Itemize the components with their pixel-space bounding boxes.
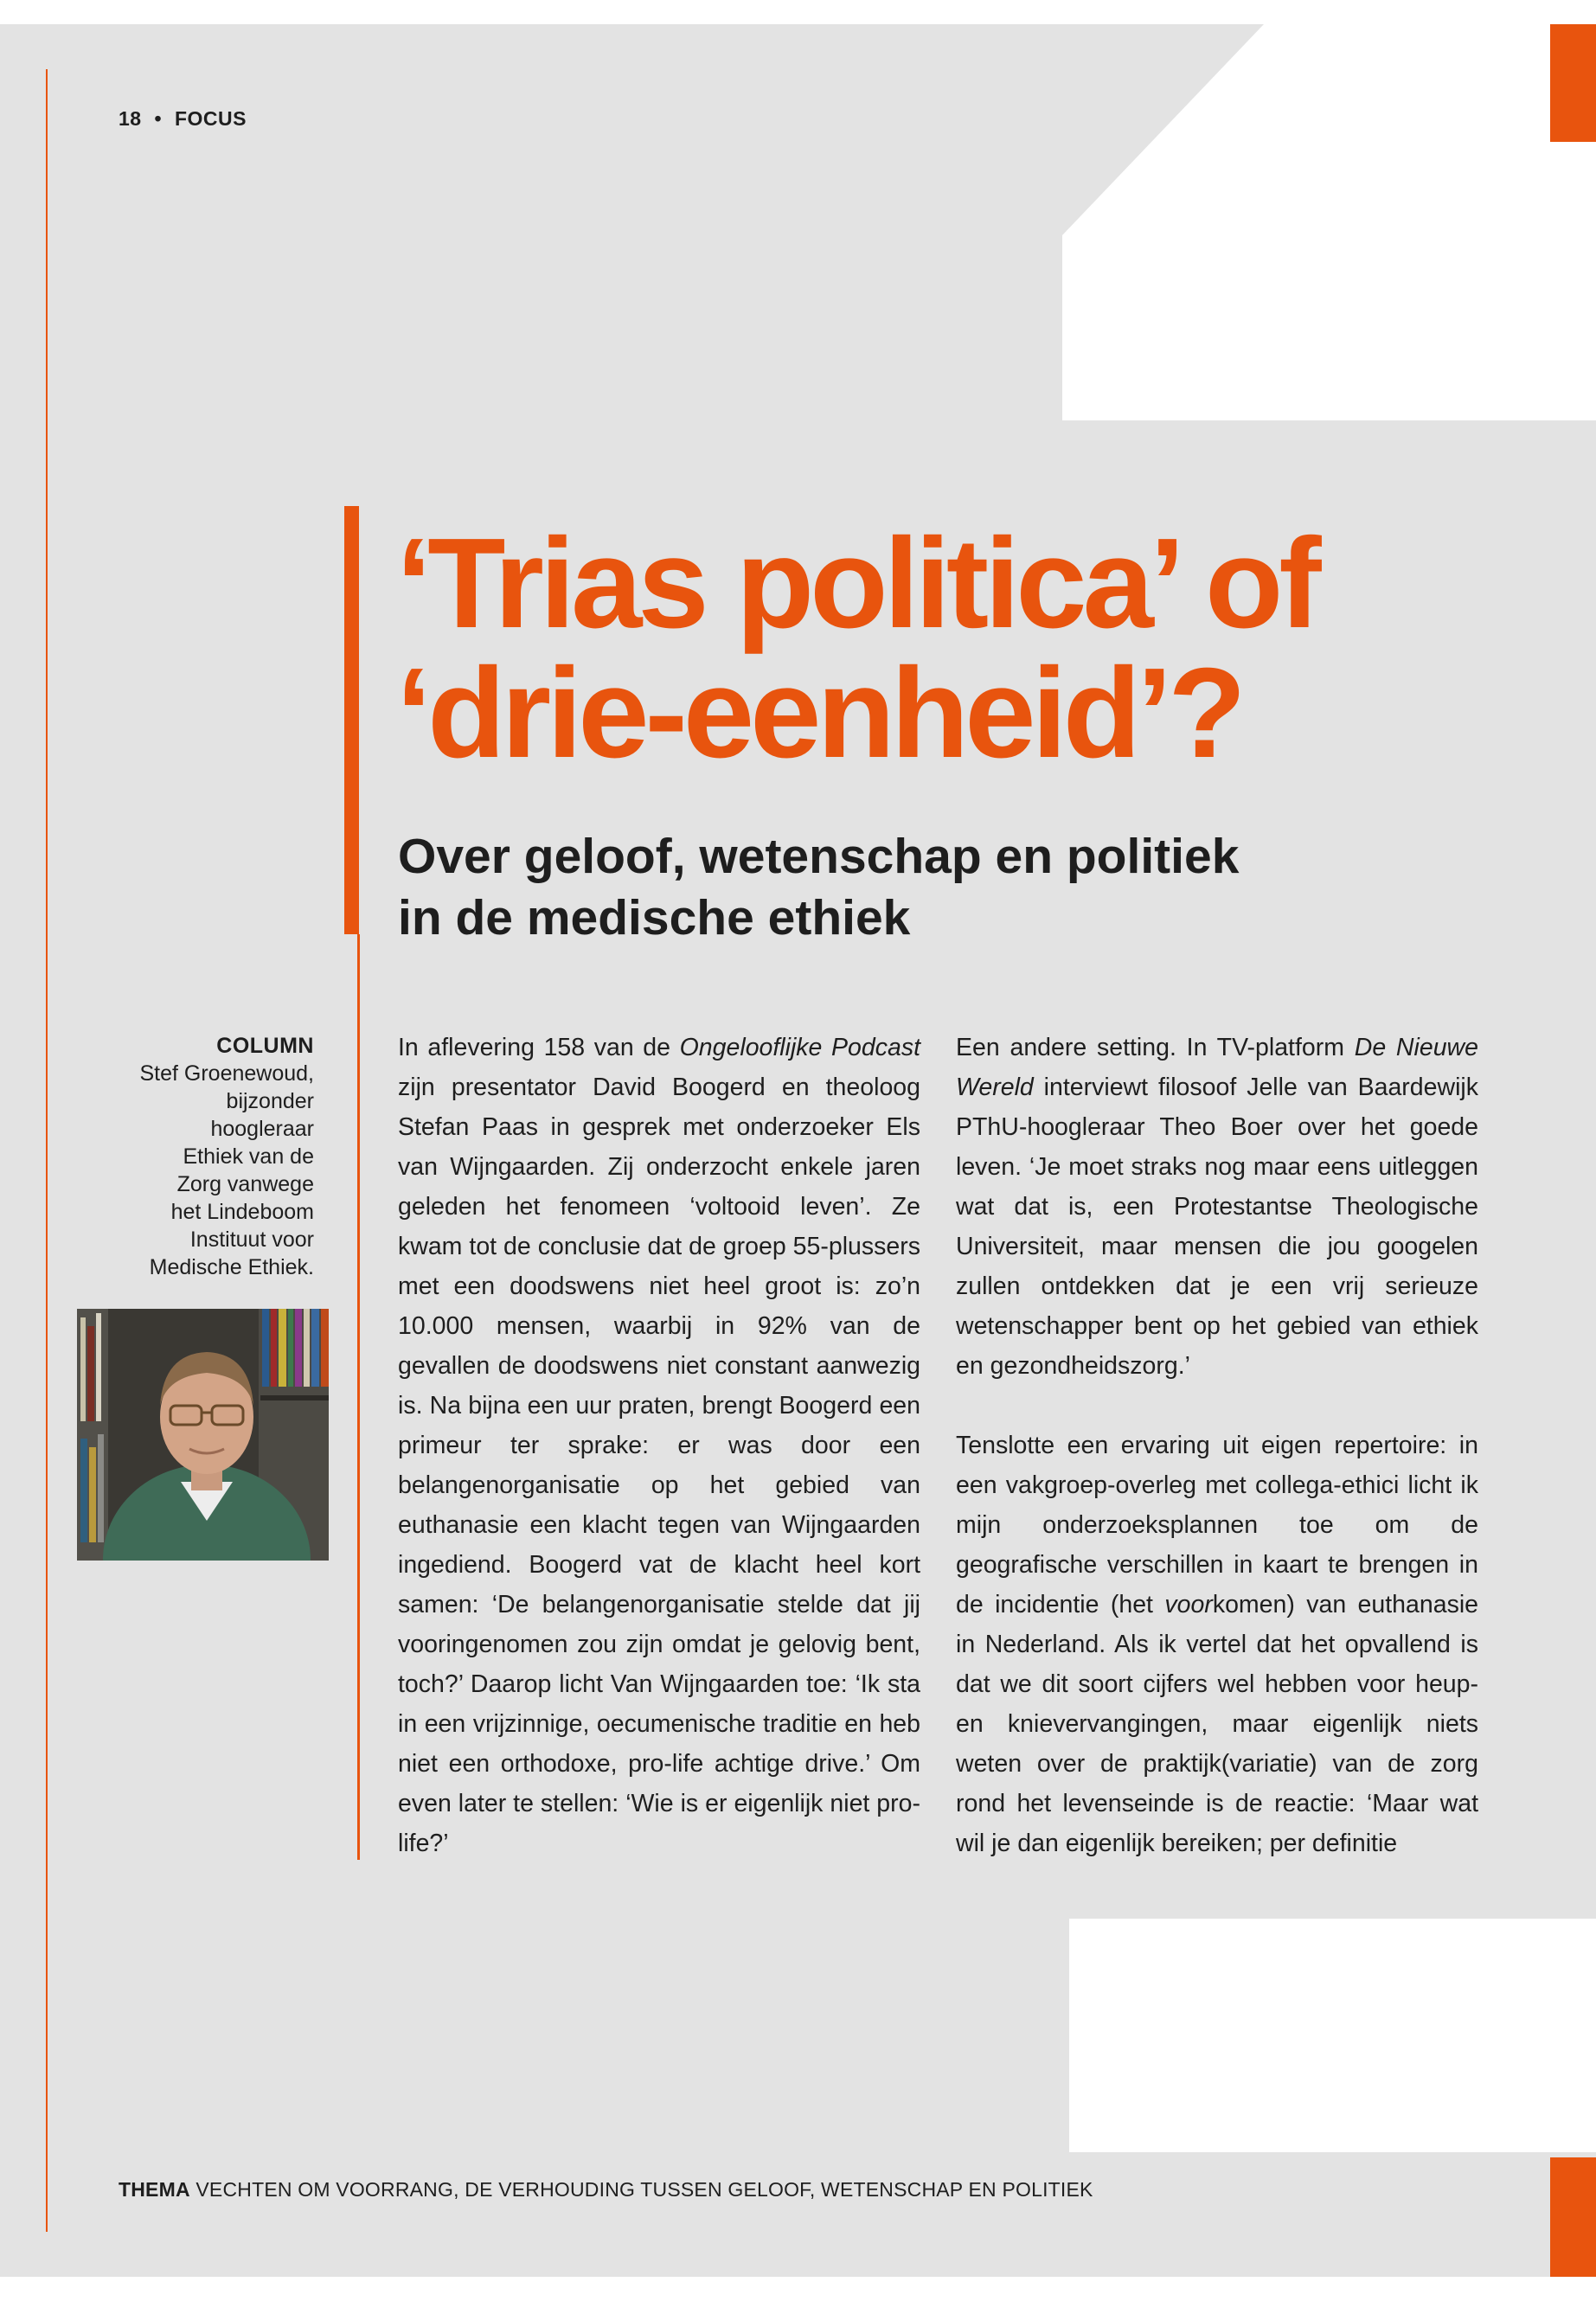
byline-line: Zorg vanwege xyxy=(176,1172,314,1196)
white-corner-shape xyxy=(1062,24,1596,420)
column-label: COLUMN xyxy=(216,1034,314,1058)
text-run: Tenslotte een ervaring uit eigen repertoire: in een vakgroep-overleg met collega-ethici licht ik mijn onderzoeksplannen toe om de geografische verschillen in kaart te brengen in de incidentie (het xyxy=(956,1432,1478,1618)
byline-line: bijzonder xyxy=(226,1089,314,1113)
subtitle-line-2: in de medische ethiek xyxy=(398,890,911,945)
footer-text: VECHTEN OM VOORRANG, DE VERHOUDING TUSSEN GELOOF, WETENSCHAP EN POLITIEK xyxy=(189,2178,1093,2201)
text-run: In aflevering 158 van de xyxy=(398,1034,680,1061)
body-column-right xyxy=(956,1028,1478,1903)
column-rule xyxy=(357,934,360,1860)
section-name: FOCUS xyxy=(174,107,247,130)
page-number: 18 xyxy=(119,107,142,130)
byline-line: het Lindeboom xyxy=(170,1200,314,1224)
text-run: komen) van euthanasie in Nederland. Als ik vertel dat het opvallend is dat we dit soort cijfers wel hebben voor heup- en knievervangingen, maar eigenlijk niets weten over de praktijk(variatie) van de zorg rond het levenseinde is de reactie: ‘Maar wat wil je dan eigenlijk bereiken; per definitie xyxy=(956,1591,1478,1857)
separator-dot: • xyxy=(154,107,163,130)
platform-title: De Nieuwe Wereld xyxy=(956,1034,1478,1101)
subtitle-line-1: Over geloof, wetenschap en politiek xyxy=(398,829,1240,884)
author-byline xyxy=(89,1032,314,1281)
paragraph xyxy=(956,1426,1478,1863)
footer-label: THEMA xyxy=(119,2178,190,2201)
title-line-1: ‘Trias politica’ of xyxy=(396,512,1317,655)
paragraph xyxy=(398,1028,920,1863)
running-head xyxy=(119,107,247,131)
article-subtitle xyxy=(398,826,1239,949)
podcast-title: Ongelooflijke Podcast xyxy=(679,1034,921,1061)
article-title xyxy=(396,512,1317,785)
left-margin-rule xyxy=(46,69,48,2232)
white-block-bottom xyxy=(1069,1919,1596,2152)
paragraph xyxy=(956,1028,1478,1386)
text-run: zijn presentator David Boogerd en theoloog Stefan Paas in gesprek met onderzoeker Els van Wijngaarden. Zij onderzocht enkele jaren geleden het fenomeen ‘voltooid leven’. Ze kwam tot de conclusie dat de groep 55-plussers met een doodswens niet heel groot is: zo’n 10.000 mensen, waarbij in 92% van de gevallen de doodswens niet constant aanwezig is. Na bijna een uur praten, brengt Boogerd een primeur ter sprake: er was door een belangenorganisatie op het gebied van euthanasie een klacht tegen van Wijngaarden ingediend. Boogerd vat de klacht heel kort samen: ‘De belangenorganisatie stelde dat jij vooringenomen zou zijn omdat je gelovig bent, toch?’ Daarop licht Van Wijngaarden toe: ‘Ik sta in een vrijzinnige, oecumenische traditie en heb niet een orthodoxe, pro-life achtige drive.’ Om even later te stellen: ‘Wie is er eigenlijk niet pro-life?’ xyxy=(398,1074,920,1857)
byline-line: Ethiek van de xyxy=(183,1144,314,1169)
author-portrait xyxy=(77,1309,329,1561)
text-run: interviewt filosoof Jelle van Baardewijk PThU-hoogleraar Theo Boer over het goede leven. ‘Je moet straks nog maar eens uitleggen wat dat is, een Protestantse Theologische Universiteit, maar mensen die jou googelen zullen ontdekken dat je een vrij serieuze wetenschapper bent op het gebied van ethiek en gezondheidszorg.’ xyxy=(956,1074,1478,1380)
body-column-left xyxy=(398,1028,920,1903)
byline-line: Medische Ethiek. xyxy=(149,1255,314,1279)
portrait-image xyxy=(77,1309,329,1561)
byline-line: hoogleraar xyxy=(210,1117,314,1141)
title-accent-bar xyxy=(344,506,359,934)
orange-tab-top xyxy=(1550,24,1596,142)
emphasis: voor xyxy=(1164,1591,1213,1618)
footer-theme xyxy=(119,2178,1093,2202)
byline-line: Instituut voor xyxy=(189,1227,314,1252)
text-run: Een andere setting. In TV-platform xyxy=(956,1034,1355,1061)
title-line-2: ‘drie-eenheid’? xyxy=(396,642,1242,785)
orange-tab-bottom xyxy=(1550,2157,1596,2277)
byline-line: Stef Groenewoud, xyxy=(139,1061,314,1086)
